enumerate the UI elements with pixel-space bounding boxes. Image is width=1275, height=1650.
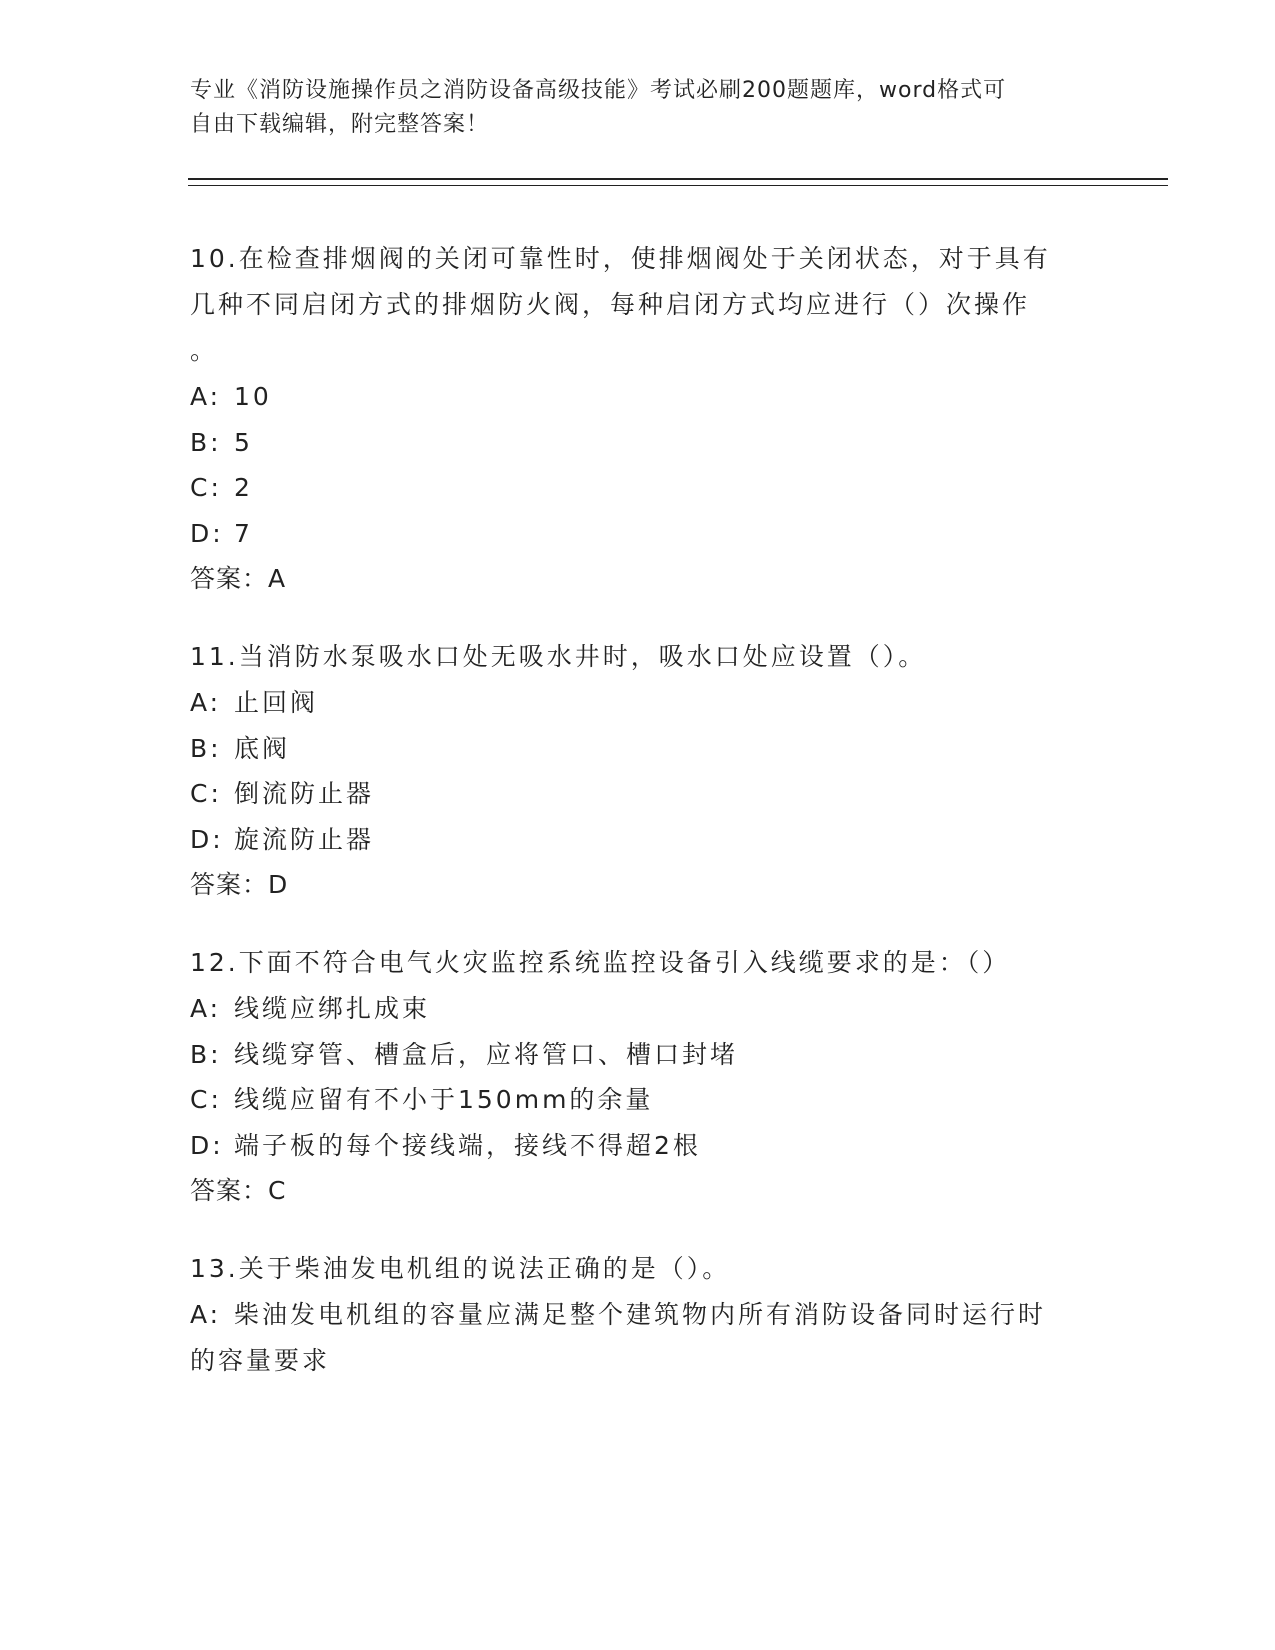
answer-line: 答案：A <box>190 564 287 593</box>
option-b <box>190 420 1090 466</box>
question-stem-line: 10.在检查排烟阀的关闭可靠性时，使排烟阀处于关闭状态，对于具有 <box>190 244 1051 273</box>
question-stem-line: 几种不同启闭方式的排烟防火阀，每种启闭方式均应进行（）次操作 <box>190 290 1031 319</box>
option-a <box>190 374 1090 420</box>
question-stem <box>190 236 1090 374</box>
header-line-1: 专业《消防设施操作员之消防设备高级技能》考试必刷200题题库，word格式可 <box>190 78 1007 103</box>
option-text: 7 <box>234 518 253 548</box>
question-list <box>190 236 1090 1415</box>
option-text: 2 <box>234 473 253 502</box>
question-stem-line: 11.当消防水泵吸水口处无吸水井时，吸水口处应设置（）。 <box>190 642 927 671</box>
question-stem <box>190 940 1090 986</box>
option-a <box>190 1292 1090 1338</box>
option-key: D: <box>190 518 224 548</box>
option-d <box>190 511 1090 557</box>
option-key: A: <box>190 688 222 717</box>
question-11 <box>190 634 1090 908</box>
question-13 <box>190 1246 1090 1383</box>
option-key: C: <box>190 1085 222 1114</box>
question-stem <box>190 1246 1090 1292</box>
option-key: C: <box>190 473 222 502</box>
option-text: 线缆穿管、槽盒后，应将管口、槽口封堵 <box>234 1039 739 1069</box>
question-10 <box>190 236 1090 602</box>
option-key: B: <box>190 733 222 763</box>
option-c <box>190 771 1090 817</box>
option-key: A: <box>190 994 222 1023</box>
option-b <box>190 1032 1090 1078</box>
option-text: 10 <box>234 382 272 411</box>
answer-line: 答案：D <box>190 870 289 899</box>
option-key: A: <box>190 382 222 411</box>
option-c <box>190 1077 1090 1123</box>
option-text: 5 <box>234 427 253 457</box>
option-text: 旋流防止器 <box>234 824 375 854</box>
option-key: C: <box>190 779 222 808</box>
option-text: 端子板的每个接线端，接线不得超2根 <box>234 1130 701 1160</box>
answer-line: 答案：C <box>190 1176 287 1205</box>
header-divider <box>188 178 1168 186</box>
option-d <box>190 1123 1090 1169</box>
option-text: 倒流防止器 <box>234 779 375 808</box>
option-text: 线缆应绑扎成束 <box>234 994 431 1023</box>
question-stem-line: 。 <box>190 336 219 365</box>
option-text: 止回阀 <box>234 688 319 717</box>
option-key: D: <box>190 1130 224 1160</box>
question-12 <box>190 940 1090 1214</box>
document-header <box>190 74 1070 142</box>
option-c <box>190 465 1090 511</box>
question-stem-line: 12.下面不符合电气火灾监控系统监控设备引入线缆要求的是：（） <box>190 948 1011 977</box>
option-b <box>190 726 1090 772</box>
option-d <box>190 817 1090 863</box>
option-a <box>190 680 1090 726</box>
option-a-continued: 的容量要求 <box>190 1345 331 1375</box>
option-text: 线缆应留有不小于150mm的余量 <box>234 1085 654 1114</box>
option-key: A: <box>190 1300 222 1329</box>
option-text: 底阀 <box>234 733 291 763</box>
question-stem-line: 13.关于柴油发电机组的说法正确的是（）。 <box>190 1254 731 1283</box>
option-a <box>190 986 1090 1032</box>
question-stem <box>190 634 1090 680</box>
option-key: B: <box>190 1039 222 1069</box>
header-line-2: 自由下载编辑，附完整答案！ <box>190 112 490 137</box>
option-text: 柴油发电机组的容量应满足整个建筑物内所有消防设备同时运行时 <box>234 1300 1047 1329</box>
option-key: B: <box>190 427 222 457</box>
option-key: D: <box>190 824 224 854</box>
